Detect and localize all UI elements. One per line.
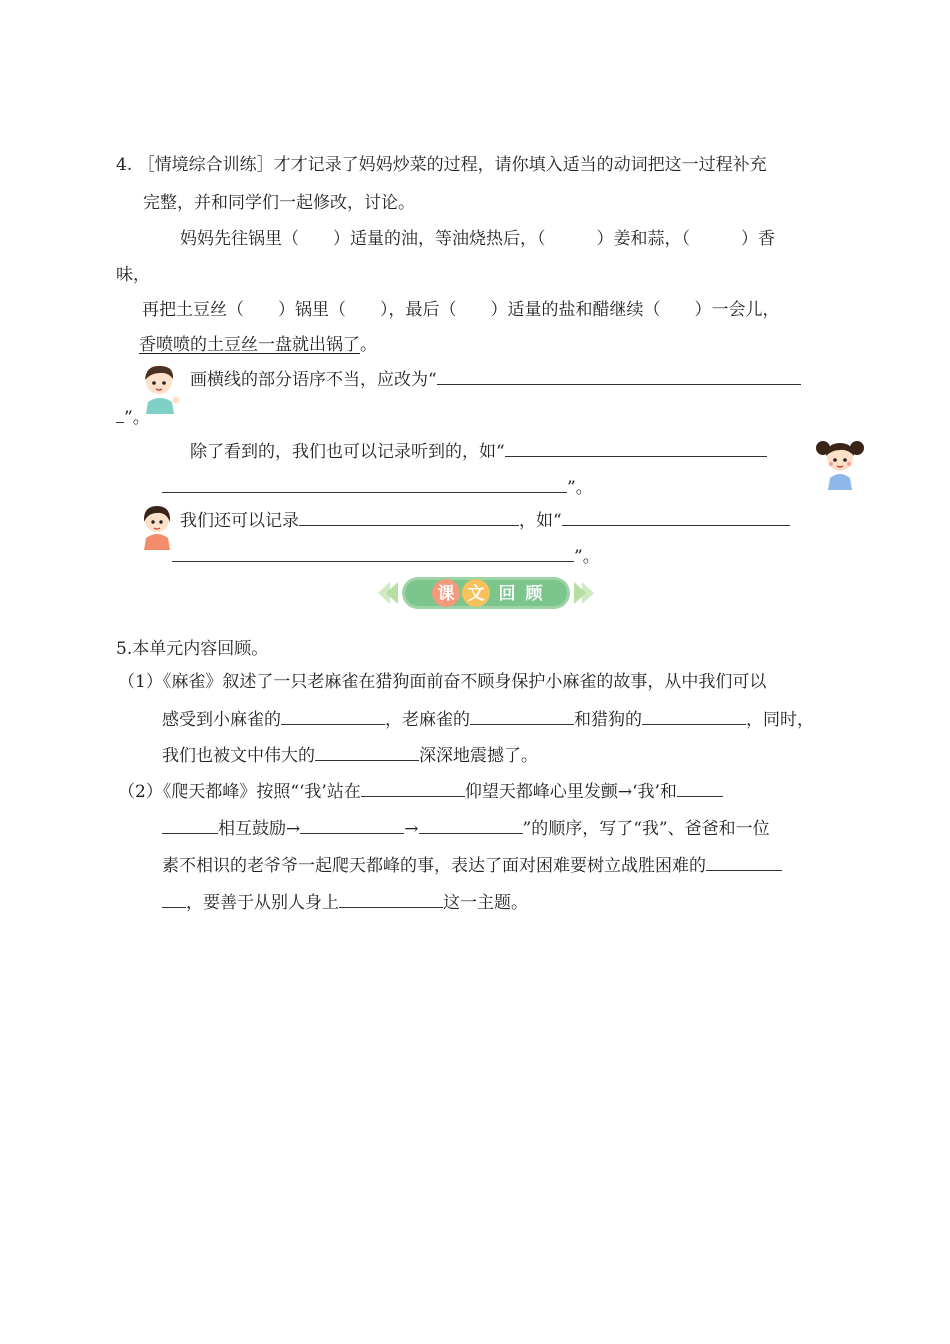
q5-1-line1: （1）《麻雀》叙述了一只老麻雀在猎狗面前奋不顾身保护小麻雀的故事，从中我们可以 [118,672,767,692]
section-banner [376,574,596,612]
banner-char-1: 课 [437,584,455,604]
q4-line2: 完整，并和同学们一起修改，讨论。 [143,193,415,213]
answer-blank-2[interactable] [505,440,767,457]
answer-blank-10-cont[interactable] [162,817,218,834]
banner-char-3: 回 [498,584,516,604]
answer-blank-13-cont[interactable] [162,891,186,908]
answer-blank-4[interactable] [562,509,790,526]
answer-blank-13[interactable] [706,854,782,871]
q4-paragraph-line1-wrap: 味， [116,265,150,285]
q5-2-line2: 相互鼓励→ → ”的顺序，写了“我”、爸爸和一位 [162,817,770,840]
answer-blank-6[interactable] [470,708,574,725]
banner-char-2: 文 [467,584,485,604]
girl2-speech-end: ”。 [172,545,600,568]
boy-speech: 画横线的部分语序不当，应改为“ [190,368,801,391]
answer-blank-1-cont[interactable] [116,406,124,423]
girl-speech: 除了看到的，我们也可以记录听到的，如“ [190,440,767,463]
answer-blank-7[interactable] [642,708,746,725]
q5-2-line4: ，要善于从别人身上 这一主题。 [162,891,528,914]
q4-paragraph-line2: 再把土豆丝（ ）锅里（ ），最后（ ）适量的盐和醋继续（ ）一会儿， [142,300,780,320]
answer-blank-10[interactable] [677,780,723,797]
q5-1-line2: 感受到小麻雀的 ，老麻雀的 和猎狗的 ，同时， [162,710,814,730]
banner-char-4: 顾 [525,584,543,604]
answer-blank-12[interactable] [419,817,523,834]
girl-speech-end: ”。 [162,476,593,499]
girl2-speech: 我们还可以记录 ，如“ [180,509,790,532]
answer-blank-11[interactable] [300,817,404,834]
girl-avatar-icon [814,436,866,490]
q4-paragraph-line3: 香喷喷的土豆丝一盘就出锅了。 [139,335,377,355]
q5-2-line1: （2）《爬天都峰》按照“‘我’站在 仰望天都峰心里发颤→‘我’和 [118,780,723,803]
answer-blank-4-cont[interactable] [172,545,574,562]
answer-blank-14[interactable] [339,891,443,908]
boy-speech-end: ”。 [116,406,150,429]
q4-paragraph-line1: 妈妈先往锅里（ ）适量的油，等油烧热后，（ ）姜和蒜，（ ）香 [180,229,775,249]
answer-blank-1[interactable] [437,368,801,385]
answer-blank-5[interactable] [281,708,385,725]
q5-title: 5.本单元内容回顾。 [116,639,269,659]
answer-blank-8[interactable] [315,744,419,761]
girl2-avatar-icon [138,502,176,550]
answer-blank-2-cont[interactable] [162,476,567,493]
underlined-sentence: 香喷喷的土豆丝一盘就出锅了 [139,335,360,355]
q5-1-line3: 我们也被文中伟大的 深深地震撼了。 [162,746,538,766]
q5-2-line3: 素不相识的老爷爷一起爬天都峰的事，表达了面对困难要树立战胜困难的 [162,854,782,877]
q4-line1: 4. ［情境综合训练］才才记录了妈妈炒菜的过程，请你填入适当的动词把这一过程补充 [116,155,767,175]
answer-blank-9[interactable] [361,780,465,797]
answer-blank-3[interactable] [299,509,519,526]
